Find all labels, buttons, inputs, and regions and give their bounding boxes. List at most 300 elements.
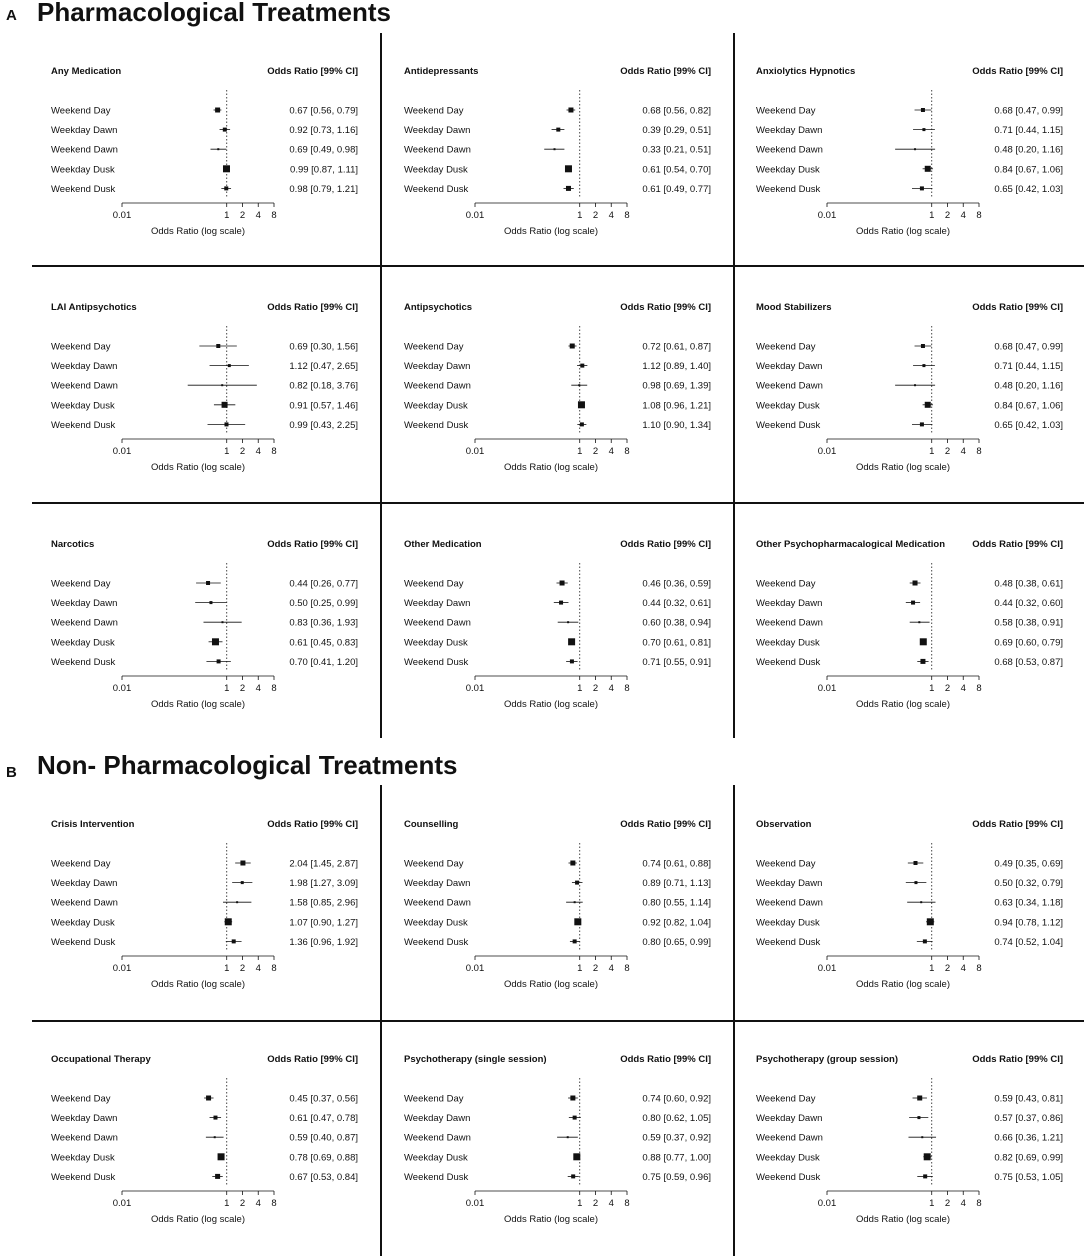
- mood-stabilizers-tick-label: 2: [944, 446, 951, 457]
- antipsychotics-tick-label: 8: [624, 446, 630, 457]
- antipsychotics-title: Antipsychotics: [404, 302, 473, 313]
- other-psychopharmacalogical-medication-point-estimate: [911, 601, 915, 605]
- anxiolytics-hypnotics-estimate-label: 0.84 [0.67, 1.06]: [994, 164, 1063, 176]
- occupational-therapy-title: Occupational Therapy: [51, 1054, 151, 1065]
- antidepressants-row-label: Weekend Day: [404, 105, 464, 117]
- observation-title: Observation: [756, 819, 812, 830]
- other-psychopharmacalogical-medication-tick-label: 4: [960, 683, 966, 694]
- lai-antipsychotics-tick-label: 1: [224, 446, 230, 457]
- mood-stabilizers-tick-label: 1: [929, 446, 935, 457]
- crisis-intervention-row-label: Weekend Dawn: [51, 897, 118, 909]
- psychotherapy-single-session-title: Psychotherapy (single session): [404, 1054, 547, 1065]
- crisis-intervention-tick-label: 8: [271, 963, 277, 974]
- psychotherapy-single-session-estimate-label: 0.88 [0.77, 1.00]: [642, 1152, 711, 1164]
- antipsychotics-tick-label: 4: [608, 446, 614, 457]
- narcotics-row-label: Weekday Dawn: [51, 598, 118, 610]
- counselling-row-label: Weekday Dusk: [404, 917, 468, 929]
- narcotics-point-estimate: [206, 581, 210, 585]
- any-medication-estimate-label: 0.67 [0.56, 0.79]: [289, 105, 358, 117]
- other-medication-header: Odds Ratio [99% CI]: [620, 539, 711, 550]
- occupational-therapy-point-estimate: [218, 1153, 225, 1160]
- occupational-therapy-point-estimate: [214, 1136, 216, 1138]
- observation-x-axis-label: Odds Ratio (log scale): [856, 979, 950, 990]
- any-medication-point-estimate: [223, 165, 230, 172]
- mood-stabilizers-estimate-label: 0.71 [0.44, 1.15]: [994, 361, 1063, 373]
- antidepressants-point-estimate: [554, 148, 556, 150]
- lai-antipsychotics-point-estimate: [216, 344, 220, 348]
- section-b-letter: B: [6, 764, 17, 781]
- counselling-row-label: Weekday Dawn: [404, 878, 471, 890]
- any-medication-tick-label: 8: [271, 210, 277, 221]
- other-psychopharmacalogical-medication-row-label: Weekend Dawn: [756, 617, 823, 629]
- anxiolytics-hypnotics-estimate-label: 0.48 [0.20, 1.16]: [994, 144, 1063, 156]
- antipsychotics-point-estimate: [578, 384, 580, 386]
- crisis-intervention-estimate-label: 1.07 [0.90, 1.27]: [289, 917, 358, 929]
- other-psychopharmacalogical-medication-point-estimate: [913, 581, 918, 586]
- psychotherapy-group-session-point-estimate: [923, 1174, 927, 1178]
- other-psychopharmacalogical-medication-estimate-label: 0.48 [0.38, 0.61]: [994, 578, 1063, 590]
- observation-point-estimate: [923, 939, 927, 943]
- mood-stabilizers-estimate-label: 0.65 [0.42, 1.03]: [994, 419, 1063, 431]
- observation-row-label: Weekend Dawn: [756, 897, 823, 909]
- lai-antipsychotics-point-estimate: [224, 422, 228, 426]
- antidepressants-tick-label: 2: [592, 210, 599, 221]
- lai-antipsychotics-estimate-label: 0.82 [0.18, 3.76]: [289, 380, 358, 392]
- antipsychotics-point-estimate: [580, 364, 584, 368]
- other-medication-point-estimate: [559, 601, 563, 605]
- observation-point-estimate: [920, 901, 922, 903]
- mood-stabilizers-title: Mood Stabilizers: [756, 302, 832, 313]
- antidepressants-row-label: Weekday Dawn: [404, 125, 471, 137]
- mood-stabilizers-point-estimate: [925, 402, 931, 408]
- observation-estimate-label: 0.74 [0.52, 1.04]: [994, 936, 1063, 948]
- mood-stabilizers-point-estimate: [920, 422, 924, 426]
- observation-estimate-label: 0.49 [0.35, 0.69]: [994, 858, 1063, 870]
- lai-antipsychotics-header: Odds Ratio [99% CI]: [267, 302, 358, 313]
- occupational-therapy-point-estimate: [213, 1116, 217, 1120]
- other-medication-tick-label: 8: [624, 683, 630, 694]
- lai-antipsychotics-tick-label: 4: [255, 446, 261, 457]
- counselling-estimate-label: 0.74 [0.61, 0.88]: [642, 858, 711, 870]
- observation-row-label: Weekday Dawn: [756, 878, 823, 890]
- crisis-intervention-row-label: Weekday Dusk: [51, 917, 115, 929]
- psychotherapy-group-session-title: Psychotherapy (group session): [756, 1054, 899, 1065]
- crisis-intervention-tick-label: 2: [239, 963, 246, 974]
- psychotherapy-group-session-row-label: Weekday Dawn: [756, 1113, 823, 1125]
- counselling-estimate-label: 0.89 [0.71, 1.13]: [642, 878, 711, 890]
- psychotherapy-group-session-estimate-label: 0.66 [0.36, 1.21]: [994, 1132, 1063, 1144]
- counselling-header: Odds Ratio [99% CI]: [620, 819, 711, 830]
- counselling-estimate-label: 0.92 [0.82, 1.04]: [642, 917, 711, 929]
- crisis-intervention-row-label: Weekend Dusk: [51, 936, 116, 948]
- antipsychotics-estimate-label: 1.10 [0.90, 1.34]: [642, 419, 711, 431]
- counselling-point-estimate: [574, 918, 581, 925]
- psychotherapy-single-session-tick-label: 2: [592, 1198, 599, 1209]
- other-medication-estimate-label: 0.44 [0.32, 0.61]: [642, 598, 711, 610]
- anxiolytics-hypnotics-row-label: Weekday Dusk: [756, 164, 820, 176]
- other-medication-estimate-label: 0.71 [0.55, 0.91]: [642, 656, 711, 668]
- narcotics-title: Narcotics: [51, 539, 95, 550]
- occupational-therapy-row-label: Weekday Dawn: [51, 1113, 118, 1125]
- psychotherapy-single-session-tick-label: 1: [577, 1198, 583, 1209]
- other-medication-row-label: Weekday Dusk: [404, 637, 468, 649]
- crisis-intervention-title: Crisis Intervention: [51, 819, 135, 830]
- antipsychotics-estimate-label: 0.98 [0.69, 1.39]: [642, 380, 711, 392]
- any-medication-tick-label: 2: [239, 210, 246, 221]
- counselling-tick-label: 0.01: [465, 963, 485, 974]
- other-medication-title: Other Medication: [404, 539, 482, 550]
- narcotics-tick-label: 1: [224, 683, 230, 694]
- mood-stabilizers-x-axis-label: Odds Ratio (log scale): [856, 462, 950, 473]
- crisis-intervention-tick-label: 0.01: [112, 963, 132, 974]
- psychotherapy-group-session-point-estimate: [917, 1096, 922, 1101]
- antipsychotics-tick-label: 2: [592, 446, 599, 457]
- crisis-intervention-point-estimate: [241, 881, 244, 884]
- mood-stabilizers-estimate-label: 0.68 [0.47, 0.99]: [994, 341, 1063, 353]
- anxiolytics-hypnotics-tick-label: 4: [960, 210, 966, 221]
- narcotics-point-estimate: [217, 659, 221, 663]
- mood-stabilizers-tick-label: 8: [976, 446, 982, 457]
- antidepressants-tick-label: 8: [624, 210, 630, 221]
- antidepressants-estimate-label: 0.68 [0.56, 0.82]: [642, 105, 711, 117]
- lai-antipsychotics-point-estimate: [228, 364, 231, 367]
- lai-antipsychotics-tick-label: 8: [271, 446, 277, 457]
- occupational-therapy-tick-label: 0.01: [112, 1198, 132, 1209]
- any-medication-point-estimate: [215, 108, 220, 113]
- mood-stabilizers-row-label: Weekend Dusk: [756, 419, 821, 431]
- other-psychopharmacalogical-medication-title: Other Psychopharmacalogical Medication: [756, 539, 945, 550]
- counselling-row-label: Weekend Dawn: [404, 897, 471, 909]
- psychotherapy-group-session-tick-label: 2: [944, 1198, 951, 1209]
- crisis-intervention-tick-label: 4: [255, 963, 261, 974]
- any-medication-row-label: Weekend Day: [51, 105, 111, 117]
- any-medication-estimate-label: 0.99 [0.87, 1.11]: [290, 164, 358, 176]
- crisis-intervention-x-axis-label: Odds Ratio (log scale): [151, 979, 245, 990]
- anxiolytics-hypnotics-estimate-label: 0.65 [0.42, 1.03]: [994, 183, 1063, 195]
- any-medication-estimate-label: 0.92 [0.73, 1.16]: [289, 125, 358, 137]
- antidepressants-x-axis-label: Odds Ratio (log scale): [504, 226, 598, 237]
- mood-stabilizers-header: Odds Ratio [99% CI]: [972, 302, 1063, 313]
- counselling-x-axis-label: Odds Ratio (log scale): [504, 979, 598, 990]
- crisis-intervention-row-label: Weekday Dawn: [51, 878, 118, 890]
- section-a-letter: A: [6, 7, 17, 24]
- any-medication-tick-label: 1: [224, 210, 230, 221]
- observation-tick-label: 8: [976, 963, 982, 974]
- antipsychotics-point-estimate: [570, 344, 575, 349]
- any-medication-row-label: Weekend Dawn: [51, 144, 118, 156]
- narcotics-estimate-label: 0.61 [0.45, 0.83]: [289, 637, 358, 649]
- antidepressants-estimate-label: 0.33 [0.21, 0.51]: [642, 144, 711, 156]
- other-medication-row-label: Weekday Dawn: [404, 598, 471, 610]
- crisis-intervention-point-estimate: [240, 861, 245, 866]
- other-medication-row-label: Weekend Dawn: [404, 617, 471, 629]
- other-medication-tick-label: 4: [608, 683, 614, 694]
- psychotherapy-group-session-tick-label: 8: [976, 1198, 982, 1209]
- antipsychotics-row-label: Weekday Dusk: [404, 400, 468, 412]
- counselling-row-label: Weekend Dusk: [404, 936, 469, 948]
- observation-estimate-label: 0.63 [0.34, 1.18]: [994, 897, 1063, 909]
- antidepressants-row-label: Weekend Dusk: [404, 183, 469, 195]
- crisis-intervention-estimate-label: 1.98 [1.27, 3.09]: [289, 878, 358, 890]
- narcotics-row-label: Weekend Dusk: [51, 656, 116, 668]
- psychotherapy-group-session-header: Odds Ratio [99% CI]: [972, 1054, 1063, 1065]
- occupational-therapy-tick-label: 8: [271, 1198, 277, 1209]
- narcotics-point-estimate: [221, 621, 223, 623]
- anxiolytics-hypnotics-point-estimate: [920, 186, 924, 190]
- any-medication-tick-label: 4: [255, 210, 261, 221]
- other-medication-point-estimate: [567, 621, 569, 623]
- mood-stabilizers-row-label: Weekday Dusk: [756, 400, 820, 412]
- psychotherapy-group-session-point-estimate: [917, 1116, 920, 1119]
- antipsychotics-row-label: Weekend Dawn: [404, 380, 471, 392]
- antidepressants-title: Antidepressants: [404, 66, 479, 77]
- mood-stabilizers-estimate-label: 0.84 [0.67, 1.06]: [994, 400, 1063, 412]
- anxiolytics-hypnotics-header: Odds Ratio [99% CI]: [972, 66, 1063, 77]
- psychotherapy-group-session-tick-label: 4: [960, 1198, 966, 1209]
- crisis-intervention-estimate-label: 1.58 [0.85, 2.96]: [289, 897, 358, 909]
- mood-stabilizers-tick-label: 4: [960, 446, 966, 457]
- counselling-title: Counselling: [404, 819, 459, 830]
- mood-stabilizers-estimate-label: 0.48 [0.20, 1.16]: [994, 380, 1063, 392]
- antipsychotics-tick-label: 1: [577, 446, 583, 457]
- antidepressants-row-label: Weekday Dusk: [404, 164, 468, 176]
- observation-tick-label: 0.01: [817, 963, 837, 974]
- antipsychotics-point-estimate: [580, 422, 584, 426]
- lai-antipsychotics-estimate-label: 0.69 [0.30, 1.56]: [289, 341, 358, 353]
- other-psychopharmacalogical-medication-row-label: Weekday Dawn: [756, 598, 823, 610]
- narcotics-estimate-label: 0.83 [0.36, 1.93]: [289, 617, 358, 629]
- observation-tick-label: 4: [960, 963, 966, 974]
- anxiolytics-hypnotics-point-estimate: [921, 108, 925, 112]
- psychotherapy-single-session-point-estimate: [571, 1174, 575, 1178]
- psychotherapy-single-session-row-label: Weekday Dusk: [404, 1152, 468, 1164]
- other-medication-point-estimate: [568, 638, 575, 645]
- other-medication-row-label: Weekend Day: [404, 578, 464, 590]
- other-medication-tick-label: 1: [577, 683, 583, 694]
- antipsychotics-estimate-label: 1.12 [0.89, 1.40]: [642, 361, 711, 373]
- antidepressants-tick-label: 4: [608, 210, 614, 221]
- section-b-title: Non- Pharmacological Treatments: [37, 750, 458, 780]
- narcotics-row-label: Weekend Day: [51, 578, 111, 590]
- psychotherapy-single-session-row-label: Weekend Dawn: [404, 1132, 471, 1144]
- other-medication-point-estimate: [560, 581, 565, 586]
- occupational-therapy-tick-label: 1: [224, 1198, 230, 1209]
- crisis-intervention-tick-label: 1: [224, 963, 230, 974]
- lai-antipsychotics-tick-label: 2: [239, 446, 246, 457]
- psychotherapy-single-session-point-estimate: [573, 1153, 580, 1160]
- lai-antipsychotics-point-estimate: [222, 402, 228, 408]
- lai-antipsychotics-row-label: Weekend Dawn: [51, 380, 118, 392]
- crisis-intervention-header: Odds Ratio [99% CI]: [267, 819, 358, 830]
- psychotherapy-single-session-x-axis-label: Odds Ratio (log scale): [504, 1214, 598, 1225]
- antipsychotics-tick-label: 0.01: [465, 446, 485, 457]
- psychotherapy-single-session-tick-label: 4: [608, 1198, 614, 1209]
- occupational-therapy-header: Odds Ratio [99% CI]: [267, 1054, 358, 1065]
- other-psychopharmacalogical-medication-estimate-label: 0.44 [0.32, 0.60]: [994, 598, 1063, 610]
- antidepressants-tick-label: 0.01: [465, 210, 485, 221]
- observation-estimate-label: 0.50 [0.32, 0.79]: [994, 878, 1063, 890]
- antidepressants-point-estimate: [565, 165, 572, 172]
- narcotics-tick-label: 4: [255, 683, 261, 694]
- anxiolytics-hypnotics-row-label: Weekend Day: [756, 105, 816, 117]
- psychotherapy-single-session-header: Odds Ratio [99% CI]: [620, 1054, 711, 1065]
- occupational-therapy-estimate-label: 0.59 [0.40, 0.87]: [289, 1132, 358, 1144]
- anxiolytics-hypnotics-estimate-label: 0.71 [0.44, 1.15]: [994, 125, 1063, 137]
- other-medication-tick-label: 2: [592, 683, 599, 694]
- narcotics-point-estimate: [212, 638, 219, 645]
- lai-antipsychotics-title: LAI Antipsychotics: [51, 302, 137, 313]
- observation-point-estimate: [927, 918, 934, 925]
- anxiolytics-hypnotics-row-label: Weekday Dawn: [756, 125, 823, 137]
- occupational-therapy-tick-label: 4: [255, 1198, 261, 1209]
- antipsychotics-point-estimate: [578, 401, 585, 408]
- counselling-tick-label: 4: [608, 963, 614, 974]
- any-medication-row-label: Weekday Dawn: [51, 125, 118, 137]
- any-medication-point-estimate: [224, 186, 228, 190]
- anxiolytics-hypnotics-estimate-label: 0.68 [0.47, 0.99]: [994, 105, 1063, 117]
- occupational-therapy-estimate-label: 0.61 [0.47, 0.78]: [289, 1113, 358, 1125]
- observation-row-label: Weekend Day: [756, 858, 816, 870]
- psychotherapy-group-session-estimate-label: 0.59 [0.43, 0.81]: [994, 1093, 1063, 1105]
- other-psychopharmacalogical-medication-estimate-label: 0.68 [0.53, 0.87]: [994, 656, 1063, 668]
- antipsychotics-x-axis-label: Odds Ratio (log scale): [504, 462, 598, 473]
- lai-antipsychotics-x-axis-label: Odds Ratio (log scale): [151, 462, 245, 473]
- any-medication-x-axis-label: Odds Ratio (log scale): [151, 226, 245, 237]
- mood-stabilizers-point-estimate: [922, 364, 925, 367]
- narcotics-tick-label: 2: [239, 683, 246, 694]
- any-medication-estimate-label: 0.98 [0.79, 1.21]: [289, 183, 358, 195]
- lai-antipsychotics-estimate-label: 0.91 [0.57, 1.46]: [289, 400, 358, 412]
- lai-antipsychotics-tick-label: 0.01: [112, 446, 132, 457]
- crisis-intervention-point-estimate: [232, 939, 236, 943]
- crisis-intervention-estimate-label: 1.36 [0.96, 1.92]: [289, 936, 358, 948]
- antidepressants-row-label: Weekend Dawn: [404, 144, 471, 156]
- occupational-therapy-estimate-label: 0.78 [0.69, 0.88]: [289, 1152, 358, 1164]
- psychotherapy-single-session-point-estimate: [570, 1096, 575, 1101]
- anxiolytics-hypnotics-tick-label: 2: [944, 210, 951, 221]
- antipsychotics-header: Odds Ratio [99% CI]: [620, 302, 711, 313]
- other-medication-point-estimate: [570, 659, 574, 663]
- any-medication-tick-label: 0.01: [112, 210, 132, 221]
- lai-antipsychotics-estimate-label: 0.99 [0.43, 2.25]: [289, 419, 358, 431]
- psychotherapy-group-session-estimate-label: 0.57 [0.37, 0.86]: [994, 1113, 1063, 1125]
- antipsychotics-estimate-label: 0.72 [0.61, 0.87]: [642, 341, 711, 353]
- occupational-therapy-estimate-label: 0.67 [0.53, 0.84]: [289, 1171, 358, 1183]
- other-psychopharmacalogical-medication-header: Odds Ratio [99% CI]: [972, 539, 1063, 550]
- anxiolytics-hypnotics-tick-label: 8: [976, 210, 982, 221]
- lai-antipsychotics-row-label: Weekend Dusk: [51, 419, 116, 431]
- narcotics-tick-label: 8: [271, 683, 277, 694]
- counselling-point-estimate: [574, 901, 576, 903]
- psychotherapy-single-session-point-estimate: [567, 1136, 569, 1138]
- psychotherapy-group-session-point-estimate: [921, 1136, 923, 1138]
- psychotherapy-group-session-x-axis-label: Odds Ratio (log scale): [856, 1214, 950, 1225]
- observation-tick-label: 2: [944, 963, 951, 974]
- other-psychopharmacalogical-medication-point-estimate: [920, 638, 927, 645]
- psychotherapy-single-session-row-label: Weekend Day: [404, 1093, 464, 1105]
- antipsychotics-estimate-label: 1.08 [0.96, 1.21]: [642, 400, 711, 412]
- lai-antipsychotics-row-label: Weekend Day: [51, 341, 111, 353]
- antidepressants-estimate-label: 0.61 [0.54, 0.70]: [642, 164, 711, 176]
- occupational-therapy-estimate-label: 0.45 [0.37, 0.56]: [289, 1093, 358, 1105]
- other-psychopharmacalogical-medication-x-axis-label: Odds Ratio (log scale): [856, 699, 950, 710]
- other-psychopharmacalogical-medication-point-estimate: [918, 621, 920, 623]
- occupational-therapy-x-axis-label: Odds Ratio (log scale): [151, 1214, 245, 1225]
- narcotics-x-axis-label: Odds Ratio (log scale): [151, 699, 245, 710]
- observation-estimate-label: 0.94 [0.78, 1.12]: [994, 917, 1063, 929]
- crisis-intervention-point-estimate: [225, 918, 232, 925]
- narcotics-estimate-label: 0.70 [0.41, 1.20]: [289, 656, 358, 668]
- occupational-therapy-point-estimate: [206, 1096, 211, 1101]
- anxiolytics-hypnotics-tick-label: 1: [929, 210, 935, 221]
- counselling-point-estimate: [573, 939, 577, 943]
- crisis-intervention-estimate-label: 2.04 [1.45, 2.87]: [289, 858, 358, 870]
- anxiolytics-hypnotics-title: Anxiolytics Hypnotics: [756, 66, 856, 77]
- counselling-row-label: Weekend Day: [404, 858, 464, 870]
- any-medication-row-label: Weekday Dusk: [51, 164, 115, 176]
- other-psychopharmacalogical-medication-tick-label: 8: [976, 683, 982, 694]
- psychotherapy-single-session-tick-label: 0.01: [465, 1198, 485, 1209]
- anxiolytics-hypnotics-point-estimate: [914, 148, 916, 150]
- any-medication-point-estimate: [217, 148, 219, 150]
- psychotherapy-single-session-tick-label: 8: [624, 1198, 630, 1209]
- psychotherapy-single-session-row-label: Weekday Dawn: [404, 1113, 471, 1125]
- other-medication-estimate-label: 0.70 [0.61, 0.81]: [642, 637, 711, 649]
- other-psychopharmacalogical-medication-row-label: Weekend Day: [756, 578, 816, 590]
- antidepressants-estimate-label: 0.39 [0.29, 0.51]: [642, 125, 711, 137]
- any-medication-point-estimate: [223, 128, 227, 132]
- mood-stabilizers-tick-label: 0.01: [817, 446, 837, 457]
- occupational-therapy-point-estimate: [215, 1174, 220, 1179]
- other-medication-estimate-label: 0.46 [0.36, 0.59]: [642, 578, 711, 590]
- psychotherapy-group-session-tick-label: 0.01: [817, 1198, 837, 1209]
- other-psychopharmacalogical-medication-tick-label: 2: [944, 683, 951, 694]
- other-psychopharmacalogical-medication-tick-label: 1: [929, 683, 935, 694]
- other-psychopharmacalogical-medication-tick-label: 0.01: [817, 683, 837, 694]
- other-medication-x-axis-label: Odds Ratio (log scale): [504, 699, 598, 710]
- observation-row-label: Weekend Dusk: [756, 936, 821, 948]
- other-medication-estimate-label: 0.60 [0.38, 0.94]: [642, 617, 711, 629]
- anxiolytics-hypnotics-x-axis-label: Odds Ratio (log scale): [856, 226, 950, 237]
- lai-antipsychotics-row-label: Weekday Dawn: [51, 361, 118, 373]
- narcotics-row-label: Weekend Dawn: [51, 617, 118, 629]
- mood-stabilizers-row-label: Weekend Day: [756, 341, 816, 353]
- anxiolytics-hypnotics-row-label: Weekend Dusk: [756, 183, 821, 195]
- antidepressants-point-estimate: [568, 108, 573, 113]
- psychotherapy-group-session-row-label: Weekend Day: [756, 1093, 816, 1105]
- psychotherapy-single-session-estimate-label: 0.80 [0.62, 1.05]: [642, 1113, 711, 1125]
- psychotherapy-single-session-estimate-label: 0.75 [0.59, 0.96]: [642, 1171, 711, 1183]
- any-medication-header: Odds Ratio [99% CI]: [267, 66, 358, 77]
- occupational-therapy-row-label: Weekend Dusk: [51, 1171, 116, 1183]
- antidepressants-header: Odds Ratio [99% CI]: [620, 66, 711, 77]
- counselling-point-estimate: [570, 861, 575, 866]
- other-medication-tick-label: 0.01: [465, 683, 485, 694]
- anxiolytics-hypnotics-point-estimate: [925, 166, 931, 172]
- observation-point-estimate: [914, 881, 917, 884]
- counselling-tick-label: 1: [577, 963, 583, 974]
- any-medication-title: Any Medication: [51, 66, 122, 77]
- counselling-tick-label: 2: [592, 963, 599, 974]
- antipsychotics-row-label: Weekend Day: [404, 341, 464, 353]
- other-psychopharmacalogical-medication-row-label: Weekday Dusk: [756, 637, 820, 649]
- other-psychopharmacalogical-medication-row-label: Weekend Dusk: [756, 656, 821, 668]
- mood-stabilizers-point-estimate: [921, 344, 925, 348]
- observation-tick-label: 1: [929, 963, 935, 974]
- observation-header: Odds Ratio [99% CI]: [972, 819, 1063, 830]
- counselling-tick-label: 8: [624, 963, 630, 974]
- narcotics-point-estimate: [209, 601, 212, 604]
